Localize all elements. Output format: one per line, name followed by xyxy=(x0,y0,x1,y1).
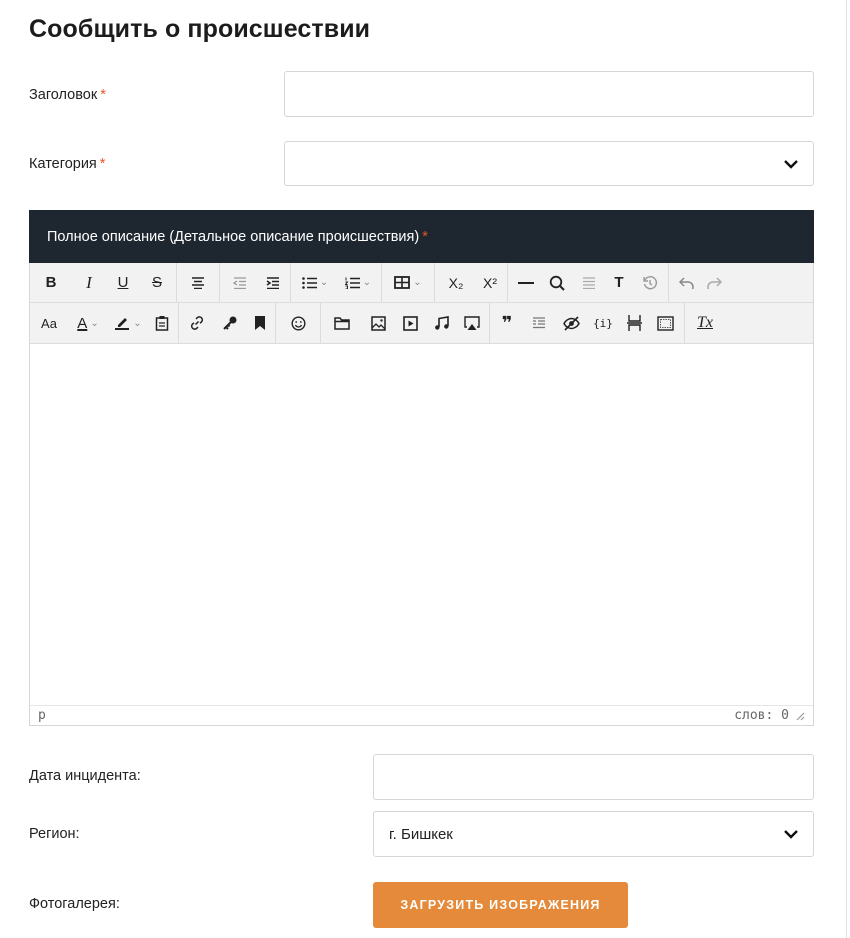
headline-input[interactable] xyxy=(284,71,814,117)
description-editor-area[interactable] xyxy=(29,344,814,705)
page-right-border xyxy=(846,0,847,938)
page-break-button[interactable] xyxy=(620,303,648,343)
toolbar-separator xyxy=(178,303,179,343)
template-icon xyxy=(532,317,546,329)
chevron-down-icon: ⌄ xyxy=(133,317,142,329)
history-button[interactable] xyxy=(634,263,666,303)
paste-button[interactable] xyxy=(148,303,176,343)
image-icon xyxy=(371,316,386,331)
image-button[interactable] xyxy=(361,303,395,343)
video-button[interactable] xyxy=(395,303,425,343)
upload-images-button[interactable]: ЗАГРУЗИТЬ ИЗОБРАЖЕНИЯ xyxy=(373,882,628,928)
word-count: слов: 0 xyxy=(734,708,789,723)
gallery-label: Фотогалерея: xyxy=(29,896,120,912)
description-label: Полное описание (Детальное описание происшествия) xyxy=(47,229,420,245)
blockquote-button[interactable] xyxy=(492,303,522,343)
chevron-down-icon xyxy=(783,158,799,170)
required-mark: * xyxy=(422,229,428,245)
bookmark-button[interactable] xyxy=(247,303,273,343)
incident-date-input[interactable] xyxy=(373,754,814,800)
undo-button[interactable] xyxy=(671,263,701,303)
toolbar-separator xyxy=(219,263,220,303)
editor-toolbar-row-1 xyxy=(29,263,814,303)
align-center-icon xyxy=(191,277,205,289)
text-color-button[interactable] xyxy=(68,303,108,343)
editor-status-bar xyxy=(29,705,814,726)
chevron-down-icon: ⌄ xyxy=(319,277,329,288)
bullet-list-button[interactable] xyxy=(293,263,337,303)
superscript-button[interactable]: X² xyxy=(483,274,497,291)
strikethrough-button[interactable]: S xyxy=(151,274,162,291)
text-format-button[interactable]: T xyxy=(614,274,624,291)
key-icon xyxy=(222,315,238,331)
emoji-icon xyxy=(291,316,306,331)
page-title: Сообщить о происшествии xyxy=(29,15,371,43)
quote-icon: ❞ xyxy=(501,312,513,333)
align-center-button[interactable] xyxy=(179,263,217,303)
emoji-button[interactable] xyxy=(278,303,318,343)
table-button[interactable] xyxy=(384,263,432,303)
toolbar-separator xyxy=(275,303,276,343)
toolbar-separator xyxy=(434,263,435,303)
toolbar-separator xyxy=(489,303,490,343)
indent-button[interactable] xyxy=(258,263,288,303)
slideshow-button[interactable] xyxy=(457,303,487,343)
chevron-down-icon: ⌄ xyxy=(362,277,372,288)
underline-button[interactable]: U xyxy=(117,274,129,291)
toolbar-separator xyxy=(290,263,291,303)
history-icon xyxy=(642,275,658,291)
anchor-key-button[interactable] xyxy=(213,303,247,343)
text-color-icon: A xyxy=(77,314,88,332)
clipboard-icon xyxy=(155,315,169,331)
link-icon xyxy=(189,315,205,331)
horizontal-rule-button[interactable] xyxy=(510,263,542,303)
font-size-button[interactable]: Aa xyxy=(41,315,57,331)
italic-button[interactable]: I xyxy=(86,272,92,292)
eye-off-icon xyxy=(563,316,580,331)
file-browser-button[interactable] xyxy=(323,303,361,343)
outdent-button[interactable] xyxy=(222,263,258,303)
numbered-list-icon xyxy=(345,277,360,289)
outdent-icon xyxy=(233,277,247,289)
headline-label: Заголовок * xyxy=(29,87,106,103)
chevron-down-icon: ⌄ xyxy=(413,277,422,288)
redo-button[interactable] xyxy=(701,263,727,303)
subscript-button[interactable]: X₂ xyxy=(448,274,464,291)
indent-icon xyxy=(266,277,280,289)
region-select-value: г. Бишкек xyxy=(389,825,453,843)
clear-format-icon: Tx xyxy=(697,314,713,331)
toolbar-separator xyxy=(381,263,382,303)
highlight-button[interactable] xyxy=(108,303,148,343)
chevron-down-icon xyxy=(783,828,799,840)
undo-icon xyxy=(679,277,694,289)
description-editor-header xyxy=(29,210,814,263)
highlighter-icon xyxy=(114,316,130,330)
category-label: Категория * xyxy=(29,156,106,172)
required-mark: * xyxy=(99,156,106,172)
clear-format-button[interactable] xyxy=(687,303,723,343)
region-label: Регион: xyxy=(29,826,80,842)
find-button[interactable] xyxy=(542,263,572,303)
link-button[interactable] xyxy=(181,303,213,343)
grid-icon xyxy=(657,316,674,331)
toolbar-separator xyxy=(668,263,669,303)
toolbar-separator xyxy=(320,303,321,343)
video-icon xyxy=(403,316,418,331)
hide-content-button[interactable] xyxy=(556,303,586,343)
search-icon xyxy=(549,275,565,291)
resize-handle-icon[interactable] xyxy=(795,711,805,721)
presentation-icon xyxy=(464,316,480,331)
bookmark-icon xyxy=(255,316,265,330)
toolbar-separator xyxy=(507,263,508,303)
bullet-list-icon xyxy=(302,277,317,289)
incident-date-label: Дата инцидента: xyxy=(29,768,141,784)
chevron-down-icon: ⌄ xyxy=(90,317,99,329)
region-select[interactable] xyxy=(373,811,814,857)
template-button[interactable] xyxy=(522,303,556,343)
folder-icon xyxy=(334,316,350,330)
horizontal-rule-icon xyxy=(518,281,534,285)
toolbar-separator xyxy=(684,303,685,343)
editor-toolbar-row-2 xyxy=(29,303,814,344)
toolbar-separator xyxy=(176,263,177,303)
paragraph-icon xyxy=(582,277,595,289)
bold-button[interactable]: B xyxy=(45,274,57,291)
paragraph-button[interactable] xyxy=(572,263,604,303)
page-break-icon xyxy=(627,315,642,331)
audio-button[interactable] xyxy=(425,303,457,343)
table-icon xyxy=(394,276,410,289)
table-grid-button[interactable] xyxy=(648,303,682,343)
element-path[interactable]: p xyxy=(38,708,46,723)
numbered-list-button[interactable] xyxy=(337,263,379,303)
music-note-icon xyxy=(434,316,449,331)
required-mark: * xyxy=(100,87,106,103)
redo-icon xyxy=(707,277,722,289)
category-select[interactable] xyxy=(284,141,814,186)
code-button[interactable]: {i} xyxy=(593,316,613,330)
